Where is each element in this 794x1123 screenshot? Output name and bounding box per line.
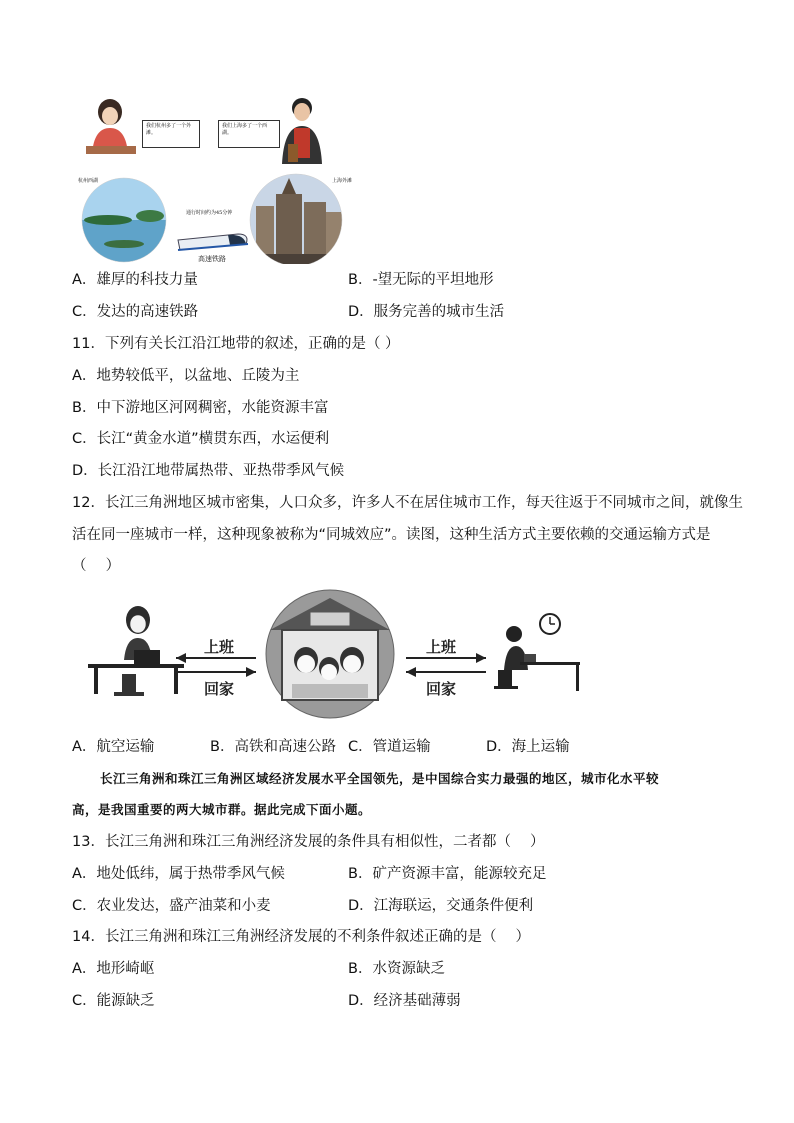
q10-option-b[interactable]: B．-望无际的平坦地形 [348,272,494,288]
q12-stem-line1: 12．长江三角洲地区城市密集，人口众多，许多人不在居住城市工作，每天往返于不同城市之间，就像生 [72,495,743,511]
q13-option-a[interactable]: A．地处低纬，属于热带季风气候 [72,866,285,882]
man-figure-icon [282,98,322,164]
q14-stem: 14．长江三角洲和珠江三角洲经济发展的不利条件叙述正确的是（ ） [72,929,531,945]
q14-option-b[interactable]: B．水资源缺乏 [348,961,445,977]
speech-bubble-right-text: 我们上海多了一个西湖。 [222,123,268,136]
bund-photo-icon [248,174,348,264]
woman-figure-icon [86,99,136,154]
q10-option-c[interactable]: C．发达的高速铁路 [72,304,199,320]
q14-option-a[interactable]: A．地形崎岖 [72,961,155,977]
q14-option-d[interactable]: D．经济基础薄弱 [348,993,461,1009]
commute-label-top-left: 上班 [204,638,235,656]
speech-bubble-left [142,120,200,148]
family-home-icon [266,590,394,718]
caption-bund: 上海外滩 [332,178,353,184]
q13-option-c[interactable]: C．农业发达，盛产油菜和小麦 [72,898,271,914]
q11-option-b[interactable]: B．中下游地区河网稠密，水能资源丰富 [72,400,329,416]
figure-tongcheng-illustration [78,94,368,264]
speech-bubble-left-text: 我们杭州多了一个外滩。 [146,123,192,136]
q12-option-d[interactable]: D．海上运输 [486,739,570,755]
caption-train-label: 高速铁路 [198,255,226,263]
q10-option-a[interactable]: A．雄厚的科技力量 [72,272,198,288]
q12-option-b[interactable]: B．高铁和高速公路 [210,739,336,755]
q10-option-d[interactable]: D．服务完善的城市生活 [348,304,505,320]
q14-option-c[interactable]: C．能源缺乏 [72,993,155,1009]
q11-option-a[interactable]: A．地势较低平，以盆地、丘陵为主 [72,368,300,384]
commute-label-bottom-left: 回家 [204,680,235,698]
q11-option-c[interactable]: C．长江“黄金水道”横贯东西，水运便利 [72,431,330,447]
commute-label-bottom-right: 回家 [426,680,457,698]
q12-stem-line3: （ ） [72,558,121,574]
office-worker-right-icon [494,614,580,691]
commute-art [84,588,584,720]
q13-stem: 13．长江三角洲和珠江三角洲经济发展的条件具有相似性，二者都（ ） [72,834,545,850]
q12-option-a[interactable]: A．航空运输 [72,739,155,755]
high-speed-train-icon [178,234,248,250]
q13-option-d[interactable]: D．江海联运，交通条件便利 [348,898,534,914]
q11-stem: 11．下列有关长江沿江地带的叙述，正确的是（ ） [72,336,400,352]
q13-option-b[interactable]: B．矿产资源丰富，能源较充足 [348,866,547,882]
caption-train-time: 通行时间约为45分钟 [186,210,233,216]
q11-option-d[interactable]: D．长江沿江地带属热带、亚热带季风气候 [72,463,345,479]
west-lake-photo-icon [78,174,178,264]
caption-west-lake: 杭州西湖 [78,178,99,184]
figure-commute-illustration [84,588,584,720]
q12-stem-line2: 活在同一座城市一样，这种现象被称为“同城效应”。读图，这种生活方式主要依赖的交通运输方式是 [72,527,711,543]
passage-line1: 长江三角洲和珠江三角洲区域经济发展水平全国领先，是中国综合实力最强的地区，城市化水平较 [100,771,660,786]
passage-line2: 高，是我国重要的两大城市群。据此完成下面小题。 [72,802,372,817]
office-worker-left-icon [88,606,184,696]
speech-bubble-right [218,120,280,148]
commute-label-top-right: 上班 [426,638,457,656]
q12-option-c[interactable]: C．管道运输 [348,739,431,755]
